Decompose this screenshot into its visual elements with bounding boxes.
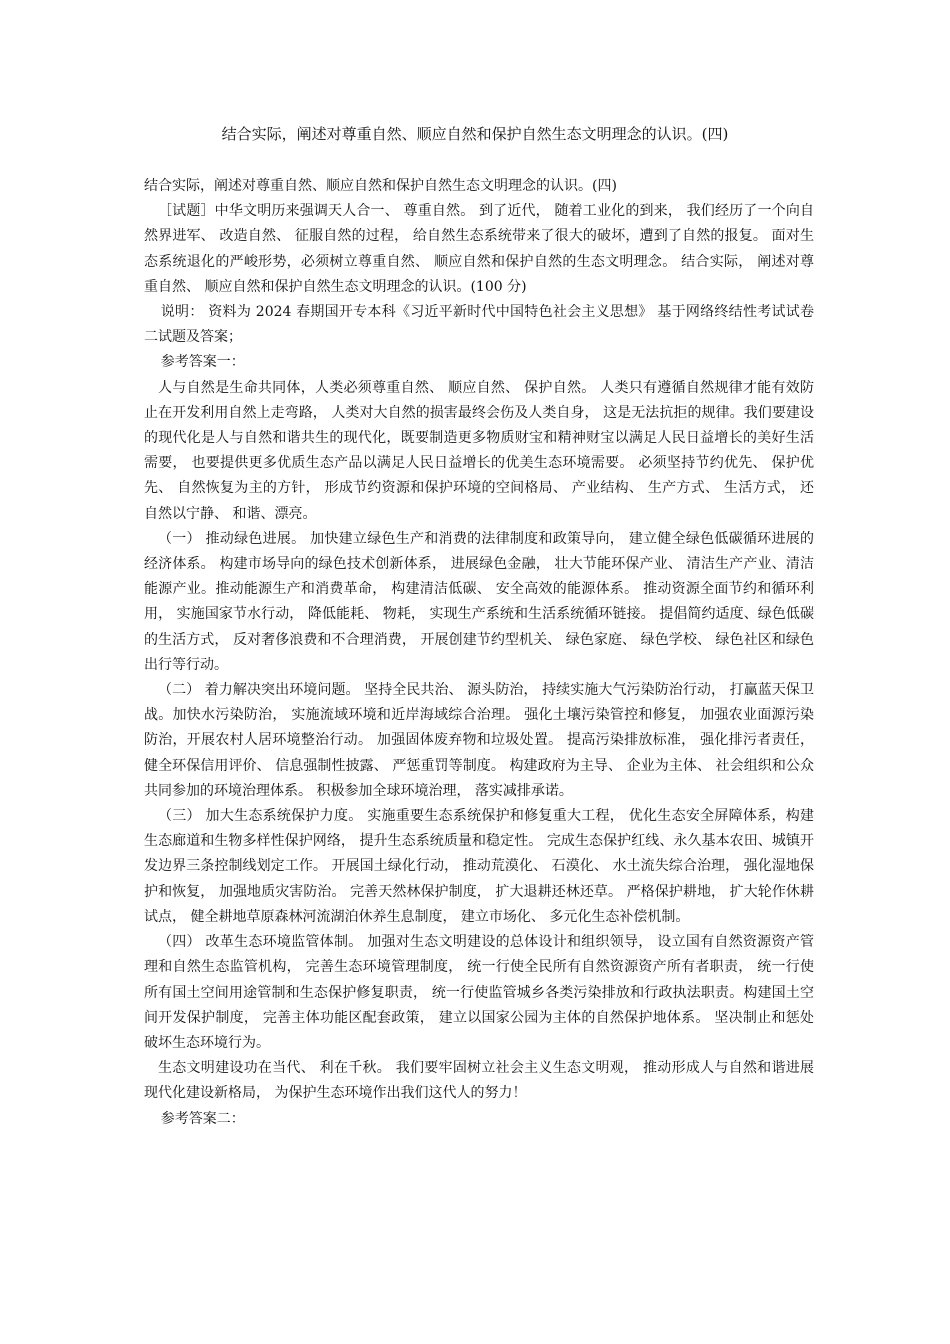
first-line: 结合实际，阐述对尊重自然、顺应自然和保护自然生态文明理念的认识。(四) — [144, 178, 617, 194]
point3-paragraph: （三） 加大生态系统保护力度。 实施重要生态系统保护和修复重大工程， 优化生态安全屏障体系，构建生态廊道和生物多样性保护网络， 提升生态系统质量和稳定性。 完成生态保护红线、永久基本农田、城镇开发边界三条控制线划定工作。 开展国土绿化行动， 推动荒漠化、 石漠化、 水土流失综合治理， 强化湿地保护和恢复， 加强地质灾害防治。 完善天然林保护制度， 扩大退耕还林还草。 严格保护耕地， 扩大轮作休耕试点， 健全耕地草原森林河流湖泊休养生息制度， 建立市场化、 多元化生态补偿机制。 — [144, 808, 814, 925]
answer2-heading: 参考答案二： — [160, 1110, 245, 1127]
document-body — [144, 174, 814, 1132]
note-paragraph: 说明： 资料为 2024 春期国开专本科《习近平新时代中国特色社会主义思想》 基于网络终结性考试试卷二试题及答案； — [144, 304, 814, 346]
document-title: 结合实际，阐述对尊重自然、顺应自然和保护自然生态文明理念的认识。(四) — [221, 125, 729, 143]
conclusion-paragraph: 生态文明建设功在当代、 利在千秋。 我们要牢固树立社会主义生态文明观， 推动形成人与自然和谐进展现代化建设新格局， 为保护生态环境作出我们这代人的努力！ — [144, 1060, 814, 1102]
question-paragraph: ［试题］中华文明历来强调天人合一、 尊重自然。 到了近代， 随着工业化的到来， 我们经历了一个向自然界进军、 改造自然、 征服自然的过程， 给自然生态系统带来了很大的破坏，遭到了自然的报复。 面对生态系统退化的严峻形势，必须树立尊重自然、 顺应自然和保护自然的生态文明理念。 结合实际， 阐述对尊重自然、 顺应自然和保护自然生态文明理念的认识。(100 分) — [144, 203, 814, 295]
point4-paragraph: （四） 改革生态环境监管体制。 加强对生态文明建设的总体设计和组织领导， 设立国有自然资源资产管理和自然生态监管机构， 完善生态环境管理制度， 统一行使全民所有自然资源资产所有者职责， 统一行使所有国土空间用途管制和生态保护修复职责， 统一行使监管城乡各类污染排放和行政执法职责。构建国土空间开发保护制度， 完善主体功能区配套政策， 建立以国家公园为主体的自然保护地体系。 坚决制止和惩处破坏生态环境行为。 — [144, 934, 814, 1051]
answer1-heading: 参考答案一： — [160, 354, 245, 371]
point2-paragraph: （二） 着力解决突出环境问题。 坚持全民共治、 源头防治， 持续实施大气污染防治行动， 打赢蓝天保卫战。加快水污染防治， 实施流域环境和近岸海域综合治理。 强化土壤污染管控和修复， 加强农业面源污染防治，开展农村人居环境整治行动。 加强固体废弃物和垃圾处置。 提高污染排放标准， 强化排污者责任， 健全环保信用评价、 信息强制性披露、 严惩重罚等制度。 构建政府为主导、 企业为主体、 社会组织和公众共同参加的环境治理体系。 积极参加全球环境治理， 落实减排承诺。 — [144, 682, 814, 799]
point1-paragraph: （一） 推动绿色进展。 加快建立绿色生产和消费的法律制度和政策导向， 建立健全绿色低碳循环进展的经济体系。 构建市场导向的绿色技术创新体系， 进展绿色金融， 壮大节能环保产业、 清洁生产产业、清洁能源产业。推动能源生产和消费革命， 构建清洁低碳、 安全高效的能源体系。 推动资源全面节约和循环利用， 实施国家节水行动， 降低能耗、 物耗， 实现生产系统和生活系统循环链接。 提倡简约适度、绿色低碳的生活方式， 反对奢侈浪费和不合理消费， 开展创建节约型机关、 绿色家庭、 绿色学校、 绿色社区和绿色出行等行动。 — [144, 530, 814, 673]
answer1-intro-paragraph: 人与自然是生命共同体，人类必须尊重自然、 顺应自然、 保护自然。 人类只有遵循自然规律才能有效防止在开发利用自然上走弯路， 人类对大自然的损害最终会伤及人类自身， 这是无法抗拒的规律。我们要建设的现代化是人与自然和谐共生的现代化，既要制造更多物质财宝和精神财宝以满足人民日益增长的美好生活需要， 也要提供更多优质生态产品以满足人民日益增长的优美生态环境需要。 必须坚持节约优先、 保护优先、 自然恢复为主的方针， 形成节约资源和保护环境的空间格局、 产业结构、 生产方式、 生活方式， 还自然以宁静、 和谐、漂亮。 — [144, 379, 814, 522]
